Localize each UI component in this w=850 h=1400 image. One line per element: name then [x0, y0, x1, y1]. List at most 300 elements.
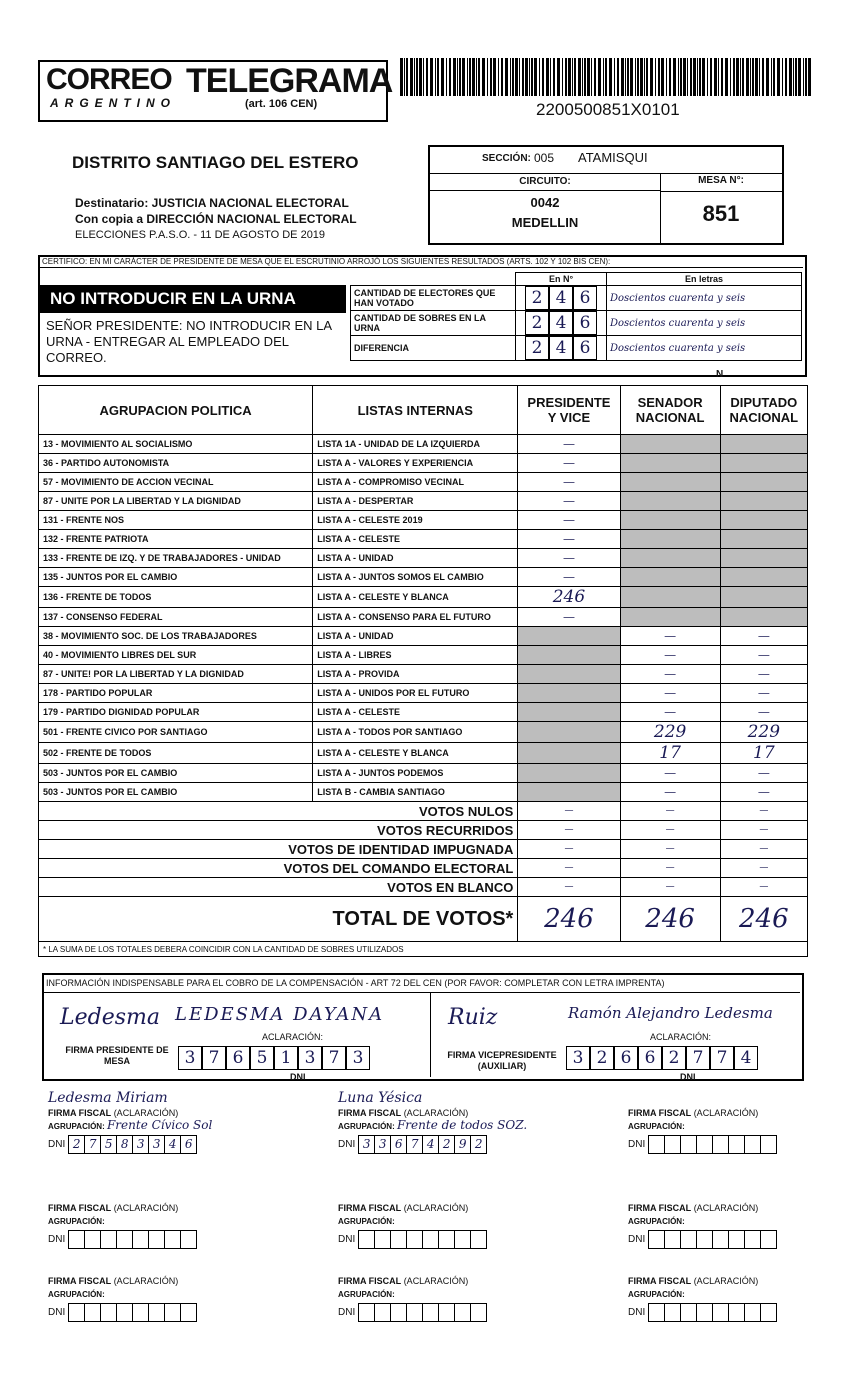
summary-pres-cell: — — [518, 859, 620, 878]
aclaracion-label: ACLARACIÓN: — [650, 1032, 712, 1042]
digit: 6 — [573, 311, 597, 335]
agrupacion-label: AGRUPACIÓN: — [338, 1217, 395, 1226]
diputado-cell — [720, 608, 807, 627]
firma-fiscal-label: FIRMA FISCAL — [628, 1276, 692, 1286]
summary-row — [39, 859, 808, 878]
agrupacion-cell: 178 - PARTIDO POPULAR — [39, 684, 313, 703]
lista-cell: LISTA A - DESPERTAR — [313, 492, 518, 511]
vice-dni — [566, 1046, 758, 1070]
dni-digit: 4 — [734, 1046, 758, 1070]
summary-sen-cell: — — [620, 821, 720, 840]
diputado-cell: — — [720, 703, 807, 722]
dni-digit — [745, 1136, 761, 1153]
cantidad-row — [351, 311, 802, 336]
presidente-cell — [518, 703, 620, 722]
cantidad-label: CANTIDAD DE SOBRES EN LA URNA — [351, 311, 516, 336]
summary-dip-cell: — — [720, 859, 807, 878]
dni-digit — [101, 1304, 117, 1321]
summary-dip-cell: — — [720, 840, 807, 859]
diputado-cell — [720, 530, 807, 549]
fiscal-dni — [648, 1303, 777, 1322]
agrupacion-cell: 503 - JUNTOS POR EL CAMBIO — [39, 783, 313, 802]
dni-digit: 7 — [85, 1136, 101, 1153]
dni-digit: 3 — [359, 1136, 375, 1153]
summary-pres-cell: — — [518, 802, 620, 821]
fiscal-block — [48, 1090, 248, 1154]
fiscal-signature — [48, 1258, 248, 1276]
senador-cell: 17 — [620, 743, 720, 764]
cantidad-row — [351, 336, 802, 361]
summary-dip-cell: — — [720, 821, 807, 840]
fiscal-agrupacion: Frente de todos SOZ. — [396, 1118, 528, 1132]
lista-cell: LISTA A - PROVIDA — [313, 665, 518, 684]
summary-sen-cell: — — [620, 802, 720, 821]
table-row — [39, 435, 808, 454]
agrupacion-cell: 131 - FRENTE NOS — [39, 511, 313, 530]
agrupacion-cell: 57 - MOVIMIENTO DE ACCION VECINAL — [39, 473, 313, 492]
lista-cell: LISTA A - CELESTE Y BLANCA — [313, 587, 518, 608]
lista-cell: LISTA A - CELESTE — [313, 703, 518, 722]
logo-article: (art. 106 CEN) — [245, 98, 318, 110]
dni-digit — [181, 1304, 196, 1321]
total-label: TOTAL DE VOTOS* — [39, 897, 518, 942]
lista-cell: LISTA B - CAMBIA SANTIAGO — [313, 783, 518, 802]
fiscal-block — [338, 1090, 538, 1154]
agrupacion-cell: 87 - UNITE POR LA LIBERTAD Y LA DIGNIDAD — [39, 492, 313, 511]
dni-digit — [439, 1304, 455, 1321]
dni-digit — [649, 1231, 665, 1248]
fiscal-dni — [358, 1230, 487, 1249]
dni-digit — [681, 1231, 697, 1248]
agrupacion-cell: 87 - UNITE! POR LA LIBERTAD Y LA DIGNIDAD — [39, 665, 313, 684]
diputado-cell: — — [720, 665, 807, 684]
agrupacion-cell: 36 - PARTIDO AUTONOMISTA — [39, 454, 313, 473]
lista-cell: LISTA A - UNIDAD — [313, 549, 518, 568]
summary-dip-cell: — — [720, 878, 807, 897]
presidente-cell: — — [518, 492, 620, 511]
lista-cell: LISTA A - JUNTOS PODEMOS — [313, 764, 518, 783]
dni-digit: 3 — [298, 1046, 322, 1070]
table-row — [39, 665, 808, 684]
dni-digit: 5 — [250, 1046, 274, 1070]
dni-digit — [165, 1231, 181, 1248]
summary-sen-cell: — — [620, 840, 720, 859]
dni-digit — [761, 1231, 776, 1248]
dni-digit — [85, 1231, 101, 1248]
presidente-cell — [518, 646, 620, 665]
dni-digit: 5 — [101, 1136, 117, 1153]
dni-digit: 7 — [686, 1046, 710, 1070]
diputado-cell: — — [720, 783, 807, 802]
firma-fiscal-label: FIRMA FISCAL — [338, 1203, 402, 1213]
presidente-cell: — — [518, 608, 620, 627]
dni-label: DNI — [628, 1139, 646, 1150]
elecciones: ELECCIONES P.A.S.O. - 11 DE AGOSTO DE 2019 — [75, 229, 326, 241]
senador-cell — [620, 511, 720, 530]
logo-telegrama: TELEGRAMA — [186, 62, 393, 100]
digit: 4 — [549, 336, 573, 360]
total-senador: 246 — [620, 897, 720, 942]
agrupacion-label: AGRUPACIÓN: — [48, 1122, 105, 1131]
table-row — [39, 492, 808, 511]
seccion-label: SECCIÓN: — [482, 153, 531, 164]
senador-cell: — — [620, 703, 720, 722]
fiscal-signature — [628, 1090, 828, 1108]
aclaracion-label: (ACLARACIÓN) — [113, 1276, 179, 1286]
cantidad-letras: Doscientos cuarenta y seis — [607, 311, 802, 336]
table-row — [39, 627, 808, 646]
dni-digit — [133, 1231, 149, 1248]
summary-label: VOTOS DEL COMANDO ELECTORAL — [39, 859, 518, 878]
diputado-cell — [720, 473, 807, 492]
presidente-cell: — — [518, 511, 620, 530]
results-table — [38, 385, 808, 957]
table-row — [39, 608, 808, 627]
senador-cell: — — [620, 783, 720, 802]
table-row — [39, 587, 808, 608]
firma-fiscal-label: FIRMA FISCAL — [338, 1108, 402, 1118]
table-row — [39, 684, 808, 703]
dni-digit: 3 — [346, 1046, 370, 1070]
dni-digit — [101, 1231, 117, 1248]
diputado-cell: — — [720, 646, 807, 665]
lista-cell: LISTA A - CELESTE 2019 — [313, 511, 518, 530]
fiscal-dni — [68, 1303, 197, 1322]
header-senador: SENADOR NACIONAL — [620, 386, 720, 435]
dni-digit: 7 — [710, 1046, 734, 1070]
vice-name: Ramón Alejandro Ledesma — [568, 1004, 773, 1022]
firma-presidente-label: FIRMA PRESIDENTE DE MESA — [65, 1045, 169, 1066]
dni-digit — [423, 1231, 439, 1248]
barcode-number: 2200500851X0101 — [536, 100, 680, 119]
certifico-text: CERTIFICO: EN MI CARÁCTER DE PRESIDENTE DE MESA QUE EL ESCRUTINIO ARROJÓ LOS SIGUIENTES RESULTADOS (ARTS. 102 Y 102 BIS CEN): — [42, 257, 611, 266]
aclaracion-label: (ACLARACIÓN) — [403, 1108, 469, 1118]
firma-fiscal-label: FIRMA FISCAL — [48, 1108, 112, 1118]
lista-cell: LISTA A - UNIDAD — [313, 627, 518, 646]
dni-label: DNI — [338, 1139, 356, 1150]
agrupacion-cell: 503 - JUNTOS POR EL CAMBIO — [39, 764, 313, 783]
digit: 2 — [525, 336, 549, 360]
dni-label: DNI — [338, 1307, 356, 1318]
agrupacion-label: AGRUPACIÓN: — [628, 1122, 685, 1131]
lista-cell: LISTA A - TODOS POR SANTIAGO — [313, 722, 518, 743]
dni-digit — [745, 1231, 761, 1248]
barcode-icon — [400, 58, 812, 96]
agrupacion-cell: 132 - FRENTE PATRIOTA — [39, 530, 313, 549]
logo-argentino: ARGENTINO — [50, 96, 176, 110]
diputado-cell: — — [720, 764, 807, 783]
header-agrupacion: AGRUPACION POLITICA — [39, 386, 313, 435]
senor-presidente-note: SEÑOR PRESIDENTE: NO INTRODUCIR EN LA URNA - ENTREGAR AL EMPLEADO DEL CORREO. — [46, 318, 332, 365]
digit: 6 — [573, 336, 597, 360]
header-presidente: PRESIDENTE Y VICE — [518, 386, 620, 435]
digit: 6 — [573, 286, 597, 310]
dni-digit: 7 — [407, 1136, 423, 1153]
lista-cell: LISTA 1A - UNIDAD DE LA IZQUIERDA — [313, 435, 518, 454]
fiscal-signature — [48, 1185, 248, 1203]
mark-n: N — [716, 369, 724, 380]
agrupacion-label: AGRUPACIÓN: — [628, 1217, 685, 1226]
summary-row — [39, 821, 808, 840]
dni-digit — [423, 1304, 439, 1321]
diputado-cell: — — [720, 627, 807, 646]
dni-digit — [149, 1231, 165, 1248]
dni-digit — [649, 1304, 665, 1321]
dni-label: DNI — [628, 1307, 646, 1318]
aclaracion-label: ACLARACIÓN: — [262, 1032, 324, 1042]
senador-cell — [620, 587, 720, 608]
fiscal-dni — [358, 1135, 487, 1154]
senador-cell: — — [620, 764, 720, 783]
digit: 4 — [549, 286, 573, 310]
dni-digit — [681, 1136, 697, 1153]
dni-digit: 3 — [375, 1136, 391, 1153]
dni-digit — [375, 1231, 391, 1248]
senador-cell: — — [620, 665, 720, 684]
dni-digit — [85, 1304, 101, 1321]
circuito-name: MEDELLIN — [511, 215, 579, 230]
dni-digit — [729, 1231, 745, 1248]
table-row — [39, 783, 808, 802]
dni-label: DNI — [628, 1234, 646, 1245]
senador-cell — [620, 568, 720, 587]
firma-fiscal-label: FIRMA FISCAL — [48, 1276, 112, 1286]
agrupacion-label: AGRUPACIÓN: — [338, 1290, 395, 1299]
summary-sen-cell: — — [620, 859, 720, 878]
cantidades-table — [350, 272, 802, 361]
diputado-cell: — — [720, 684, 807, 703]
fiscal-dni — [358, 1303, 487, 1322]
firma-fiscal-label: FIRMA FISCAL — [628, 1203, 692, 1213]
cantidad-label: DIFERENCIA — [351, 336, 516, 361]
agrupacion-cell: 501 - FRENTE CIVICO POR SANTIAGO — [39, 722, 313, 743]
fiscal-dni — [68, 1135, 197, 1154]
presidente-cell: 246 — [518, 587, 620, 608]
fiscal-signature: Luna Yésica — [338, 1090, 423, 1106]
diputado-cell — [720, 587, 807, 608]
dni-digit — [713, 1304, 729, 1321]
presidente-cell — [518, 743, 620, 764]
dni-digit: 2 — [474, 1137, 483, 1151]
no-introducir-banner: NO INTRODUCIR EN LA URNA — [40, 285, 346, 313]
fiscal-block — [628, 1090, 828, 1154]
cantidad-label: CANTIDAD DE ELECTORES QUE HAN VOTADO — [351, 286, 516, 311]
summary-pres-cell: — — [518, 821, 620, 840]
dni-digit — [761, 1136, 776, 1153]
agrupacion-label: AGRUPACIÓN: — [628, 1290, 685, 1299]
signature-presidente: Ledesma — [60, 1005, 160, 1030]
total-diputado: 246 — [720, 897, 807, 942]
agrupacion-cell: 40 - MOVIMIENTO LIBRES DEL SUR — [39, 646, 313, 665]
aclaracion-label: (ACLARACIÓN) — [403, 1203, 469, 1213]
summary-row — [39, 840, 808, 859]
cantidad-row — [351, 286, 802, 311]
dni-label: DNI — [48, 1234, 66, 1245]
table-row — [39, 473, 808, 492]
cantidad-letras: Doscientos cuarenta y seis — [607, 336, 802, 361]
fiscal-dni — [648, 1135, 777, 1154]
diputado-cell: 17 — [720, 743, 807, 764]
dni-digit — [713, 1136, 729, 1153]
table-row — [39, 568, 808, 587]
dni-digit — [407, 1231, 423, 1248]
dni-digit: 3 — [133, 1136, 149, 1153]
col-en-letras: En letras — [607, 273, 802, 286]
dni-label: DNI — [680, 1072, 696, 1082]
aclaracion-label: (ACLARACIÓN) — [403, 1276, 469, 1286]
dni-digit — [713, 1231, 729, 1248]
agrupacion-cell: 133 - FRENTE DE IZQ. Y DE TRABAJADORES - UNIDAD — [39, 549, 313, 568]
compensacion-title: INFORMACIÓN INDISPENSABLE PARA EL COBRO DE LA COMPENSACIÓN - ART 72 DEL CEN (POR FAVOR: COMPLETAR CON LETRA IMPRENTA) — [46, 978, 665, 988]
senador-cell: — — [620, 646, 720, 665]
dni-digit: 3 — [149, 1136, 165, 1153]
lista-cell: LISTA A - UNIDOS POR EL FUTURO — [313, 684, 518, 703]
dni-digit — [407, 1304, 423, 1321]
cantidad-letras: Doscientos cuarenta y seis — [607, 286, 802, 311]
dni-digit: 6 — [184, 1137, 193, 1151]
dni-digit — [133, 1304, 149, 1321]
dni-digit: 2 — [69, 1136, 85, 1153]
senador-cell — [620, 530, 720, 549]
dni-digit — [665, 1231, 681, 1248]
presidente-cell — [518, 627, 620, 646]
dni-digit — [729, 1136, 745, 1153]
table-row — [39, 703, 808, 722]
header-listas: LISTAS INTERNAS — [313, 386, 518, 435]
fiscal-block — [628, 1258, 828, 1322]
diputado-cell — [720, 492, 807, 511]
lista-cell: LISTA A - JUNTOS SOMOS EL CAMBIO — [313, 568, 518, 587]
seccion-name: ATAMISQUI — [578, 150, 648, 165]
fiscal-signature — [628, 1258, 828, 1276]
table-row — [39, 530, 808, 549]
table-row — [39, 549, 808, 568]
dni-digit — [697, 1231, 713, 1248]
presidente-cell: — — [518, 549, 620, 568]
con-copia: Con copia a DIRECCIÓN NACIONAL ELECTORAL — [75, 212, 357, 226]
summary-label: VOTOS RECURRIDOS — [39, 821, 518, 840]
total-row — [39, 897, 808, 942]
presidente-cell: — — [518, 473, 620, 492]
senador-cell — [620, 473, 720, 492]
dni-digit — [471, 1231, 486, 1248]
presidente-cell — [518, 764, 620, 783]
mesa-label: MESA N°: — [698, 175, 744, 186]
senador-cell: 229 — [620, 722, 720, 743]
dni-digit: 6 — [638, 1046, 662, 1070]
diputado-cell — [720, 454, 807, 473]
diputado-cell — [720, 568, 807, 587]
signature-vice: Ruiz — [448, 1005, 498, 1030]
dni-digit — [665, 1304, 681, 1321]
senador-cell — [620, 549, 720, 568]
dni-digit: 1 — [274, 1046, 298, 1070]
mesa-number: 851 — [702, 201, 740, 226]
aclaracion-label: (ACLARACIÓN) — [693, 1108, 759, 1118]
senador-cell — [620, 608, 720, 627]
circuito-number: 0042 — [530, 195, 560, 210]
agrupacion-cell: 13 - MOVIMIENTO AL SOCIALISMO — [39, 435, 313, 454]
fiscal-block — [338, 1185, 538, 1249]
lista-cell: LISTA A - VALORES Y EXPERIENCIA — [313, 454, 518, 473]
dni-digit — [697, 1304, 713, 1321]
fiscal-signature — [338, 1258, 538, 1276]
dni-digit — [359, 1231, 375, 1248]
diputado-cell — [720, 435, 807, 454]
dni-digit — [745, 1304, 761, 1321]
dni-digit — [649, 1136, 665, 1153]
dni-digit — [359, 1304, 375, 1321]
presidente-cell — [518, 783, 620, 802]
presidente-cell: — — [518, 435, 620, 454]
fiscal-signature: Ledesma Miriam — [48, 1090, 168, 1106]
firma-fiscal-label: FIRMA FISCAL — [338, 1276, 402, 1286]
dni-digit — [375, 1304, 391, 1321]
diputado-cell — [720, 511, 807, 530]
dni-digit — [681, 1304, 697, 1321]
aclaracion-label: (ACLARACIÓN) — [693, 1203, 759, 1213]
agrupacion-label: AGRUPACIÓN: — [338, 1122, 395, 1131]
dni-digit: 6 — [226, 1046, 250, 1070]
dni-digit: 3 — [566, 1046, 590, 1070]
agrupacion-cell: 502 - FRENTE DE TODOS — [39, 743, 313, 764]
dni-digit — [761, 1304, 776, 1321]
col-en-numero: En N° — [516, 273, 607, 286]
agrupacion-cell: 38 - MOVIMIENTO SOC. DE LOS TRABAJADORES — [39, 627, 313, 646]
dni-digit — [69, 1231, 85, 1248]
summary-label: VOTOS DE IDENTIDAD IMPUGNADA — [39, 840, 518, 859]
presidente-cell: — — [518, 568, 620, 587]
dni-digit: 4 — [165, 1136, 181, 1153]
fiscal-agrupacion: Frente Cívico Sol — [106, 1118, 213, 1132]
dni-digit — [165, 1304, 181, 1321]
summary-pres-cell: — — [518, 840, 620, 859]
dni-digit: 6 — [391, 1136, 407, 1153]
digit: 2 — [525, 311, 549, 335]
summary-sen-cell: — — [620, 878, 720, 897]
dni-digit: 7 — [322, 1046, 346, 1070]
presidente-dni — [178, 1046, 370, 1070]
table-row — [39, 743, 808, 764]
total-presidente: 246 — [518, 897, 620, 942]
fiscal-signature — [628, 1185, 828, 1203]
footnote: * LA SUMA DE LOS TOTALES DEBERA COINCIDIR CON LA CANTIDAD DE SOBRES UTILIZADOS — [39, 942, 808, 957]
agrupacion-label: AGRUPACIÓN: — [48, 1290, 105, 1299]
lista-cell: LISTA A - CONSENSO PARA EL FUTURO — [313, 608, 518, 627]
table-row — [39, 764, 808, 783]
senador-cell — [620, 492, 720, 511]
lista-cell: LISTA A - COMPROMISO VECINAL — [313, 473, 518, 492]
dni-digit — [729, 1304, 745, 1321]
diputado-cell: 229 — [720, 722, 807, 743]
dni-digit — [117, 1304, 133, 1321]
dni-digit — [665, 1136, 681, 1153]
table-row — [39, 454, 808, 473]
dni-digit: 2 — [662, 1046, 686, 1070]
firma-vice-label: FIRMA VICEPRESIDENTE (AUXILIAR) — [447, 1050, 557, 1071]
agrupacion-cell: 179 - PARTIDO DIGNIDAD POPULAR — [39, 703, 313, 722]
lista-cell: LISTA A - CELESTE Y BLANCA — [313, 743, 518, 764]
distrito-title: DISTRITO SANTIAGO DEL ESTERO — [72, 153, 359, 172]
summary-pres-cell: — — [518, 878, 620, 897]
dni-digit — [149, 1304, 165, 1321]
senador-cell — [620, 435, 720, 454]
lista-cell: LISTA A - CELESTE — [313, 530, 518, 549]
seccion-box — [428, 145, 784, 245]
summary-dip-cell: — — [720, 802, 807, 821]
summary-row — [39, 802, 808, 821]
fiscal-block — [48, 1258, 248, 1322]
